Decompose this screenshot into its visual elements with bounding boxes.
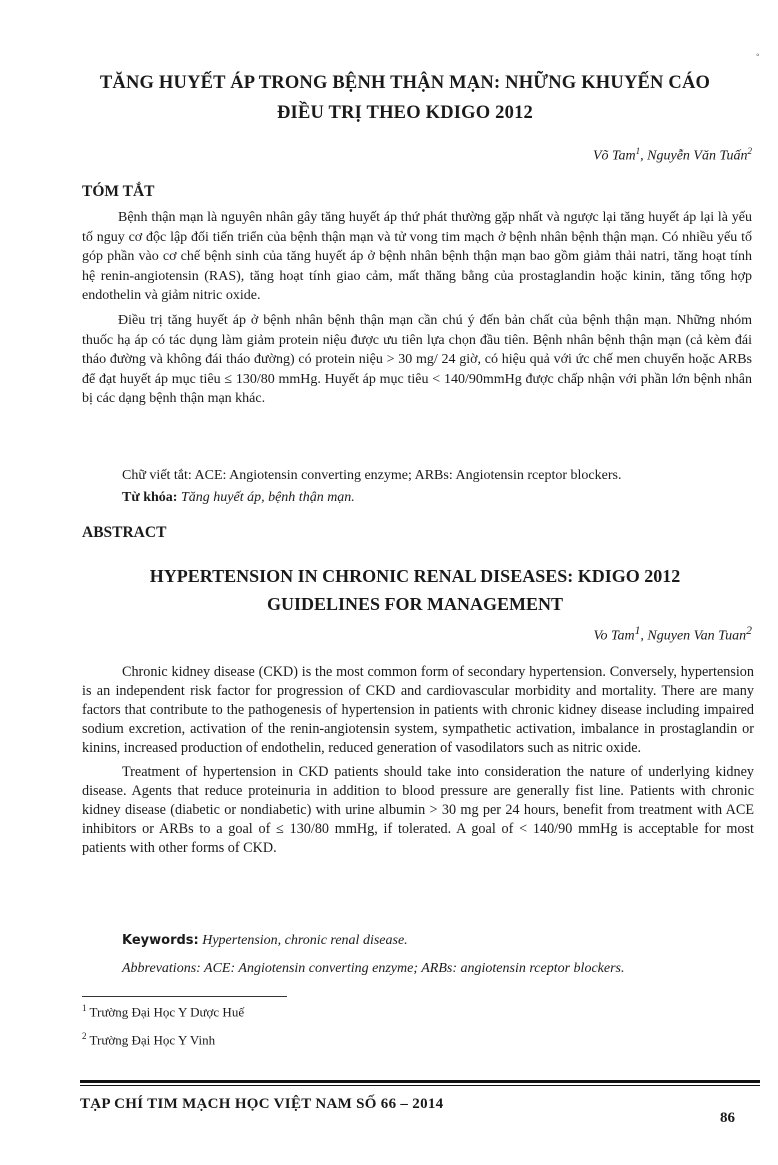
footnote-1 <box>82 1003 244 1020</box>
vietnamese-authors: Võ Tam$^1$, Nguyễn Văn Tuấn$^2$ <box>592 146 752 164</box>
footer-rule <box>80 1080 760 1083</box>
footnote-2 <box>82 1031 215 1048</box>
footnote-1-text: Trường Đại Học Y Dược Huế <box>89 1004 245 1020</box>
footnote-divider <box>82 996 287 997</box>
corner-mark: ◦ <box>756 50 760 61</box>
vietnamese-summary <box>82 208 752 414</box>
vietnamese-title-line2: ĐIỀU TRỊ THEO KDIGO 2012 <box>277 103 533 123</box>
english-title <box>60 562 770 618</box>
vietnamese-title <box>60 68 750 128</box>
footnote-2-mark: 2 <box>82 1031 87 1041</box>
page-number: 86 <box>720 1110 735 1126</box>
vietnamese-title-line1: TĂNG HUYẾT ÁP TRONG BỆNH THẬN MẠN: NHỮNG KHUYẾN CÁO <box>99 73 711 93</box>
vietnamese-paragraph-2: Điều trị tăng huyết áp ở bệnh nhân bệnh thận mạn cần chú ý đến bản chất của bệnh thận mạn. Những nhóm thuốc hạ áp có tác dụng làm giảm protein niệu được ưu tiên lựa chọn đầu tiên. Bệnh nhân bệnh thận mạn (cả kèm đái tháo đường và không đái tháo đường) có protein niệu > 30 mg/ 24 giờ, có hiệu quả với ức chế men chuyển hoặc ARBs để đạt huyết áp mục tiêu ≤ 130/80 mmHg. Huyết áp mục tiêu < 140/90mmHg được chấp nhận với phần lớn bệnh nhân bị các dạng bệnh thận mạn khác. <box>82 312 752 407</box>
english-abbreviations: Abbrevations: ACE: Angiotensin converting enzyme; ARBs: angiotensin rceptor blockers. <box>122 961 625 976</box>
english-paragraph-1: Chronic kidney disease (CKD) is the most common form of secondary hypertension. Conversely, hypertension is an independent risk factor for progression of CKD and cardiovascular morbidity and mortality. There are many factors that contribute to the pathogenesis of hypertension in patients with chronic kidney disease including impaired sodium excretion, activation of the renin-angiotensin system, sympathetic activation, imbalance in prostaglandin or kinins, increased production of endothelin, reduced generation of vasodilators such as nitric oxide. <box>82 664 754 756</box>
english-author2-mark: 2 <box>746 624 752 637</box>
author1-affiliation-mark: 1 <box>635 146 641 156</box>
english-authors: Vo Tam$^1$, Nguyen Van Tuan$^2$ <box>593 624 752 644</box>
english-title-line2: GUIDELINES FOR MANAGEMENT <box>266 594 564 614</box>
vietnamese-abbreviations: Chữ viết tắt: ACE: Angiotensin converting enzyme; ARBs: Angiotensin rceptor blockers. <box>122 468 622 483</box>
english-author2-name: Nguyen Van Tuan <box>647 628 747 644</box>
footer-rule-thin <box>80 1085 760 1086</box>
english-keywords-text: Hypertension, chronic renal disease. <box>202 933 408 948</box>
footnote-1-mark: 1 <box>82 1003 87 1013</box>
vietnamese-keywords-text: Tăng huyết áp, bệnh thận mạn. <box>180 490 355 505</box>
author2-name: Nguyễn Văn Tuấn <box>647 148 748 164</box>
vietnamese-paragraph-1: Bệnh thận mạn là nguyên nhân gây tăng huyết áp thứ phát thường gặp nhất và ngược lại tăng huyết áp lại là yếu tố nguy cơ độc lập đối tiến triển của bệnh thận mạn và tử vong tim mạch ở bệnh nhân bệnh thận mạn. Có nhiều yếu tố góp phần vào cơ chế bệnh sinh của tăng huyết áp ở bệnh nhân bệnh thận mạn bao gồm giảm thải natri, tăng hoạt tính hệ renin-angiotensin (RAS), tăng hoạt tính giao cảm, mất thăng bằng của prostaglandin hoặc kinin, tăng tổng hợp endothelin và giảm nitric oxide. <box>82 210 752 304</box>
summary-heading: TÓM TẮT <box>82 183 155 200</box>
vietnamese-keywords-label: Từ khóa: <box>122 490 178 505</box>
english-title-line1: HYPERTENSION IN CHRONIC RENAL DISEASES: KDIGO 2012 <box>149 566 681 586</box>
journal-footer: TẠP CHÍ TIM MẠCH HỌC VIỆT NAM SỐ 66 – 2014 <box>80 1096 444 1112</box>
english-abstract <box>82 663 754 863</box>
abstract-heading: ABSTRACT <box>82 524 167 541</box>
author1-name: Võ Tam <box>592 148 636 164</box>
author2-affiliation-mark: 2 <box>747 146 752 156</box>
footnote-2-text: Trường Đại Học Y Vinh <box>89 1032 216 1048</box>
english-paragraph-2: Treatment of hypertension in CKD patients should take into consideration the nature of underlying kidney disease. Agents that reduce proteinuria in addition to blood pressure are generally fist line. Patients with chronic kidney disease (diabetic or nondiabetic) with urine albumin > 30 mg per 24 hours, benefit from treatment with ACE inhibitors or ARBs to a goal of ≤ 130/80 mmHg, if tolerated. A goal of < 140/90 mmHg is acceptable for most patients with other forms of CKD. <box>82 764 754 856</box>
vietnamese-keywords <box>122 488 762 508</box>
english-author1-mark: 1 <box>634 624 641 637</box>
english-author1-name: Vo Tam <box>593 628 635 644</box>
english-keywords <box>122 933 408 949</box>
english-keywords-label: Keywords: <box>122 933 199 948</box>
